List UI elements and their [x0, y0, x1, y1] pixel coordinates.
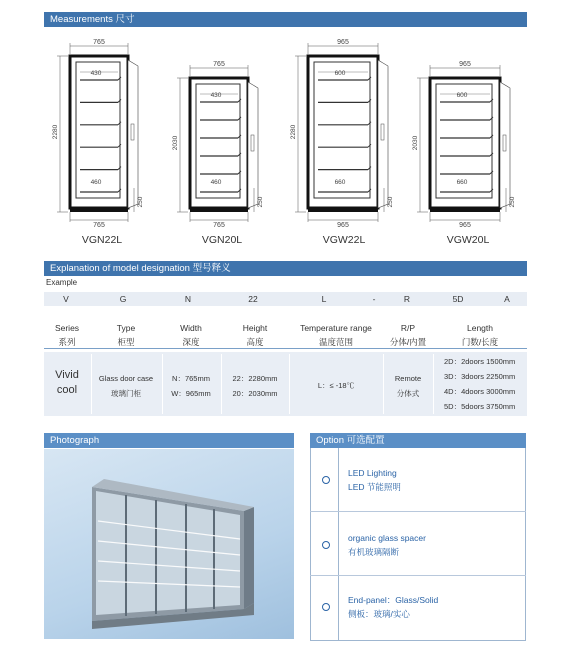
example-code-6: R — [403, 294, 411, 304]
top-width-label: 965 — [337, 39, 349, 46]
shelf-bottom-label: 660 — [334, 179, 346, 186]
model-label-vgn22l: VGN22L — [81, 234, 123, 246]
shelf-top-label: 430 — [90, 70, 102, 77]
example-code-2: N — [184, 294, 192, 304]
length-line-2: 4D：4doors 3000mm — [444, 387, 516, 396]
radio-circle-icon[interactable] — [322, 476, 330, 484]
product-photo — [44, 449, 294, 639]
height-label: 2030 — [412, 135, 419, 151]
option-row-led — [310, 448, 526, 512]
base-height-label: 250 — [137, 196, 144, 208]
radio-circle-icon[interactable] — [322, 603, 330, 611]
shelf-bottom-label: 460 — [90, 179, 102, 186]
base-height-label: 250 — [387, 196, 394, 208]
length-line-0: 2D：2doors 1500mm — [444, 357, 516, 366]
series-value: Vivid cool — [55, 369, 79, 396]
width-w: W：965mm — [171, 389, 211, 398]
example-code-1: G — [119, 294, 127, 304]
temperature-value: L：≤ -18℃ — [317, 381, 355, 390]
shelf-bottom-label: 660 — [456, 179, 468, 186]
example-code-7: 5D — [452, 294, 464, 304]
header-cn-4: 温度范围 — [318, 337, 353, 347]
sep — [91, 354, 92, 414]
header-en-0: Series — [54, 323, 80, 333]
measurements-header: Measurements 尺寸 — [44, 12, 527, 27]
option-endpanel-en: End-panel：Glass/Solid — [348, 595, 439, 605]
example-code-3: 22 — [248, 294, 258, 304]
example-code-8: A — [504, 294, 510, 304]
top-width-label: 965 — [459, 61, 471, 68]
fridge-drawing-2 — [290, 39, 394, 229]
sep — [221, 354, 222, 414]
sep — [162, 354, 163, 414]
type-cn: 玻璃门柜 — [111, 389, 141, 398]
header-en-1: Type — [116, 323, 136, 333]
height-22: 22：2280mm — [232, 374, 278, 383]
bottom-width-label: 765 — [213, 222, 225, 229]
option-endpanel-cn: 侧板：玻璃/实心 — [348, 609, 410, 619]
base-height-label: 250 — [509, 196, 516, 208]
header-cn-5: 分体/内置 — [389, 337, 427, 347]
option-spacer-en: organic glass spacer — [348, 533, 426, 543]
option-row-endpanel — [310, 576, 526, 641]
sep — [289, 354, 290, 414]
option-spacer-cn: 有机玻璃隔断 — [348, 547, 400, 557]
radio-circle-icon[interactable] — [322, 541, 330, 549]
option-led-en: LED Lighting — [348, 468, 397, 478]
header-en-3: Height — [242, 323, 268, 333]
divider — [44, 348, 527, 349]
height-20: 20：2030mm — [232, 389, 278, 398]
top-width-label: 765 — [93, 39, 105, 46]
height-label: 2280 — [290, 124, 297, 140]
header-cn-6: 门数/长度 — [461, 337, 499, 347]
length-line-3: 5D：5doors 3750mm — [444, 402, 516, 411]
model-label-vgn20l: VGN20L — [201, 234, 243, 246]
bottom-width-label: 965 — [459, 222, 471, 229]
option-row-spacer — [310, 512, 526, 576]
example-label: Example — [46, 278, 78, 287]
model-label-vgw20l: VGW20L — [446, 234, 490, 246]
top-width-label: 765 — [213, 61, 225, 68]
base-height-label: 250 — [257, 196, 264, 208]
fridge-drawing-0 — [52, 39, 144, 229]
height-label: 2030 — [172, 135, 179, 151]
fridge-drawing-1 — [172, 61, 264, 229]
option-led-cn: LED 节能照明 — [348, 482, 401, 492]
shelf-top-label: 430 — [210, 92, 222, 99]
sep — [383, 354, 384, 414]
example-code-0: V — [63, 294, 69, 304]
header-cn-3: 高度 — [246, 337, 264, 347]
rp-cn: 分体式 — [396, 389, 420, 398]
shelf-bottom-label: 460 — [210, 179, 222, 186]
shelf-top-label: 600 — [334, 70, 346, 77]
example-code-4: L — [321, 294, 327, 304]
photograph-header: Photograph — [44, 433, 294, 448]
height-label: 2280 — [52, 124, 59, 140]
header-cn-0: 系列 — [58, 337, 76, 347]
header-en-5: R/P — [400, 323, 416, 333]
example-code-5: - — [372, 294, 376, 304]
header-en-2: Width — [180, 323, 202, 333]
model-label-vgw22l: VGW22L — [322, 234, 366, 246]
header-en-4: Temperature range — [300, 323, 372, 333]
header-cn-2: 深度 — [182, 337, 200, 347]
header-cn-1: 柜型 — [117, 337, 135, 347]
option-header: Option 可选配置 — [310, 433, 526, 448]
fridge-drawing-3 — [412, 61, 516, 229]
sep — [433, 354, 434, 414]
bottom-width-label: 965 — [337, 222, 349, 229]
width-n: N：765mm — [172, 374, 210, 383]
designation-header: Explanation of model designation 型号释义 — [44, 261, 527, 276]
fridge-photo-illustration — [44, 449, 294, 639]
shelf-top-label: 600 — [456, 92, 468, 99]
type-en: Glass door case — [98, 374, 154, 383]
length-line-1: 3D：3doors 2250mm — [444, 372, 516, 381]
bottom-width-label: 765 — [93, 222, 105, 229]
rp-en: Remote — [394, 374, 422, 383]
header-en-6: Length — [467, 323, 493, 333]
